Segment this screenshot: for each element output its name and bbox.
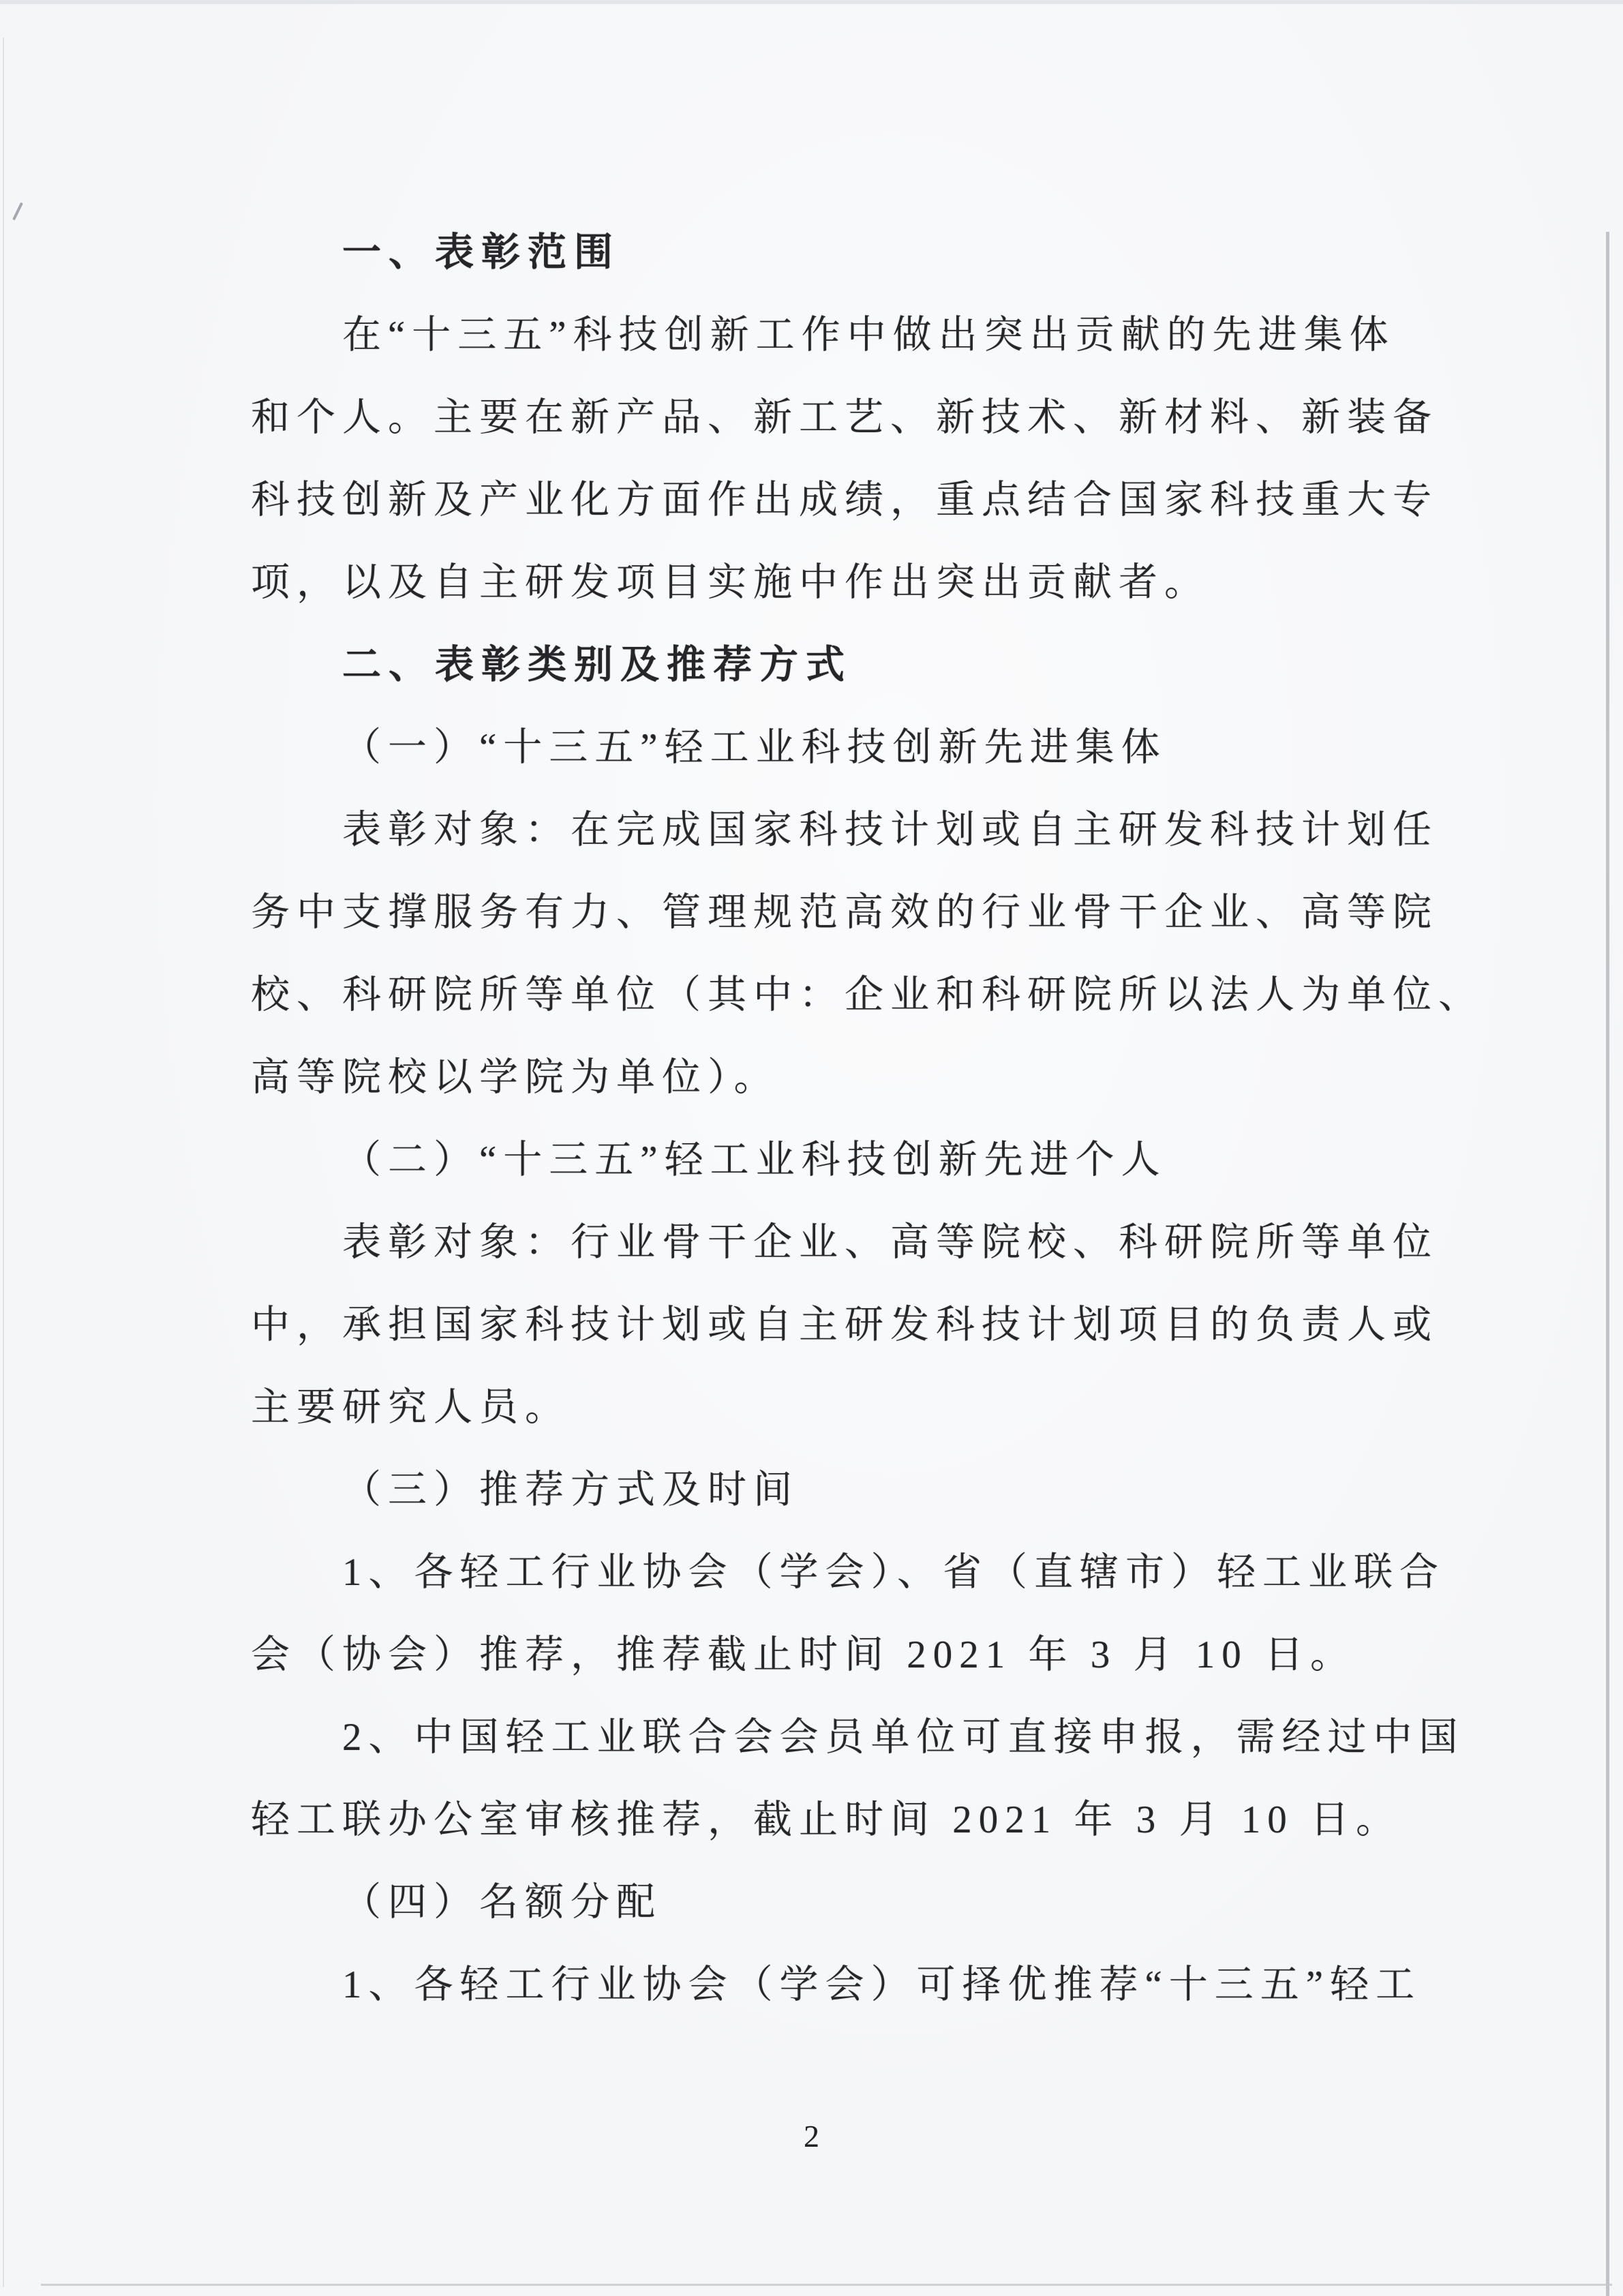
doc-line: 校、科研院所等单位（其中：企业和科研院所以法人为单位、 bbox=[251, 973, 1484, 1016]
doc-line: 高等院校以学院为单位）。 bbox=[251, 1056, 780, 1099]
doc-line: 表彰对象：行业骨干企业、高等院校、科研院所等单位 bbox=[342, 1221, 1438, 1264]
subsection-heading: （四）名额分配 bbox=[342, 1881, 662, 1924]
page-number: 2 bbox=[804, 2119, 819, 2154]
doc-line: 在“十三五”科技创新工作中做出突出贡献的先进集体 bbox=[342, 314, 1395, 357]
doc-line: 1、各轻工行业协会（学会）、省（直辖市）轻工业联合 bbox=[342, 1551, 1445, 1594]
scan-edge-left bbox=[3, 37, 4, 2287]
doc-line: 1、各轻工行业协会（学会）可择优推荐“十三五”轻工 bbox=[342, 1963, 1422, 2006]
doc-line: 表彰对象：在完成国家科技计划或自主研发科技计划任 bbox=[342, 809, 1438, 851]
doc-line: 主要研究人员。 bbox=[251, 1386, 571, 1429]
doc-line: 会（协会）推荐，推荐截止时间 2021 年 3 月 10 日。 bbox=[251, 1633, 1356, 1676]
document-text-block bbox=[251, 211, 1484, 2026]
section-heading: 一、表彰范围 bbox=[342, 231, 620, 274]
doc-line: 2、中国轻工业联合会会员单位可直接申报，需经过中国 bbox=[342, 1716, 1465, 1759]
scan-artifact-slash bbox=[12, 202, 23, 221]
subsection-heading: （三）推荐方式及时间 bbox=[342, 1468, 799, 1511]
doc-line: 中，承担国家科技计划或自主研发科技计划项目的负责人或 bbox=[251, 1303, 1438, 1346]
scan-edge-top bbox=[0, 0, 1623, 4]
scan-edge-bottom bbox=[41, 2284, 1612, 2286]
doc-line: 轻工联办公室审核推荐，截止时间 2021 年 3 月 10 日。 bbox=[251, 1798, 1401, 1841]
doc-line: 务中支撑服务有力、管理规范高效的行业骨干企业、高等院 bbox=[251, 891, 1438, 934]
subsection-heading: （二）“十三五”轻工业科技创新先进个人 bbox=[342, 1138, 1167, 1181]
doc-line: 和个人。主要在新产品、新工艺、新技术、新材料、新装备 bbox=[251, 396, 1438, 439]
subsection-heading: （一）“十三五”轻工业科技创新先进集体 bbox=[342, 726, 1167, 769]
scan-edge-right bbox=[1606, 232, 1609, 2296]
doc-line: 项，以及自主研发项目实施中作出突出贡献者。 bbox=[251, 561, 1210, 604]
section-heading: 二、表彰类别及推荐方式 bbox=[342, 644, 852, 686]
doc-line: 科技创新及产业化方面作出成绩，重点结合国家科技重大专 bbox=[251, 479, 1438, 522]
